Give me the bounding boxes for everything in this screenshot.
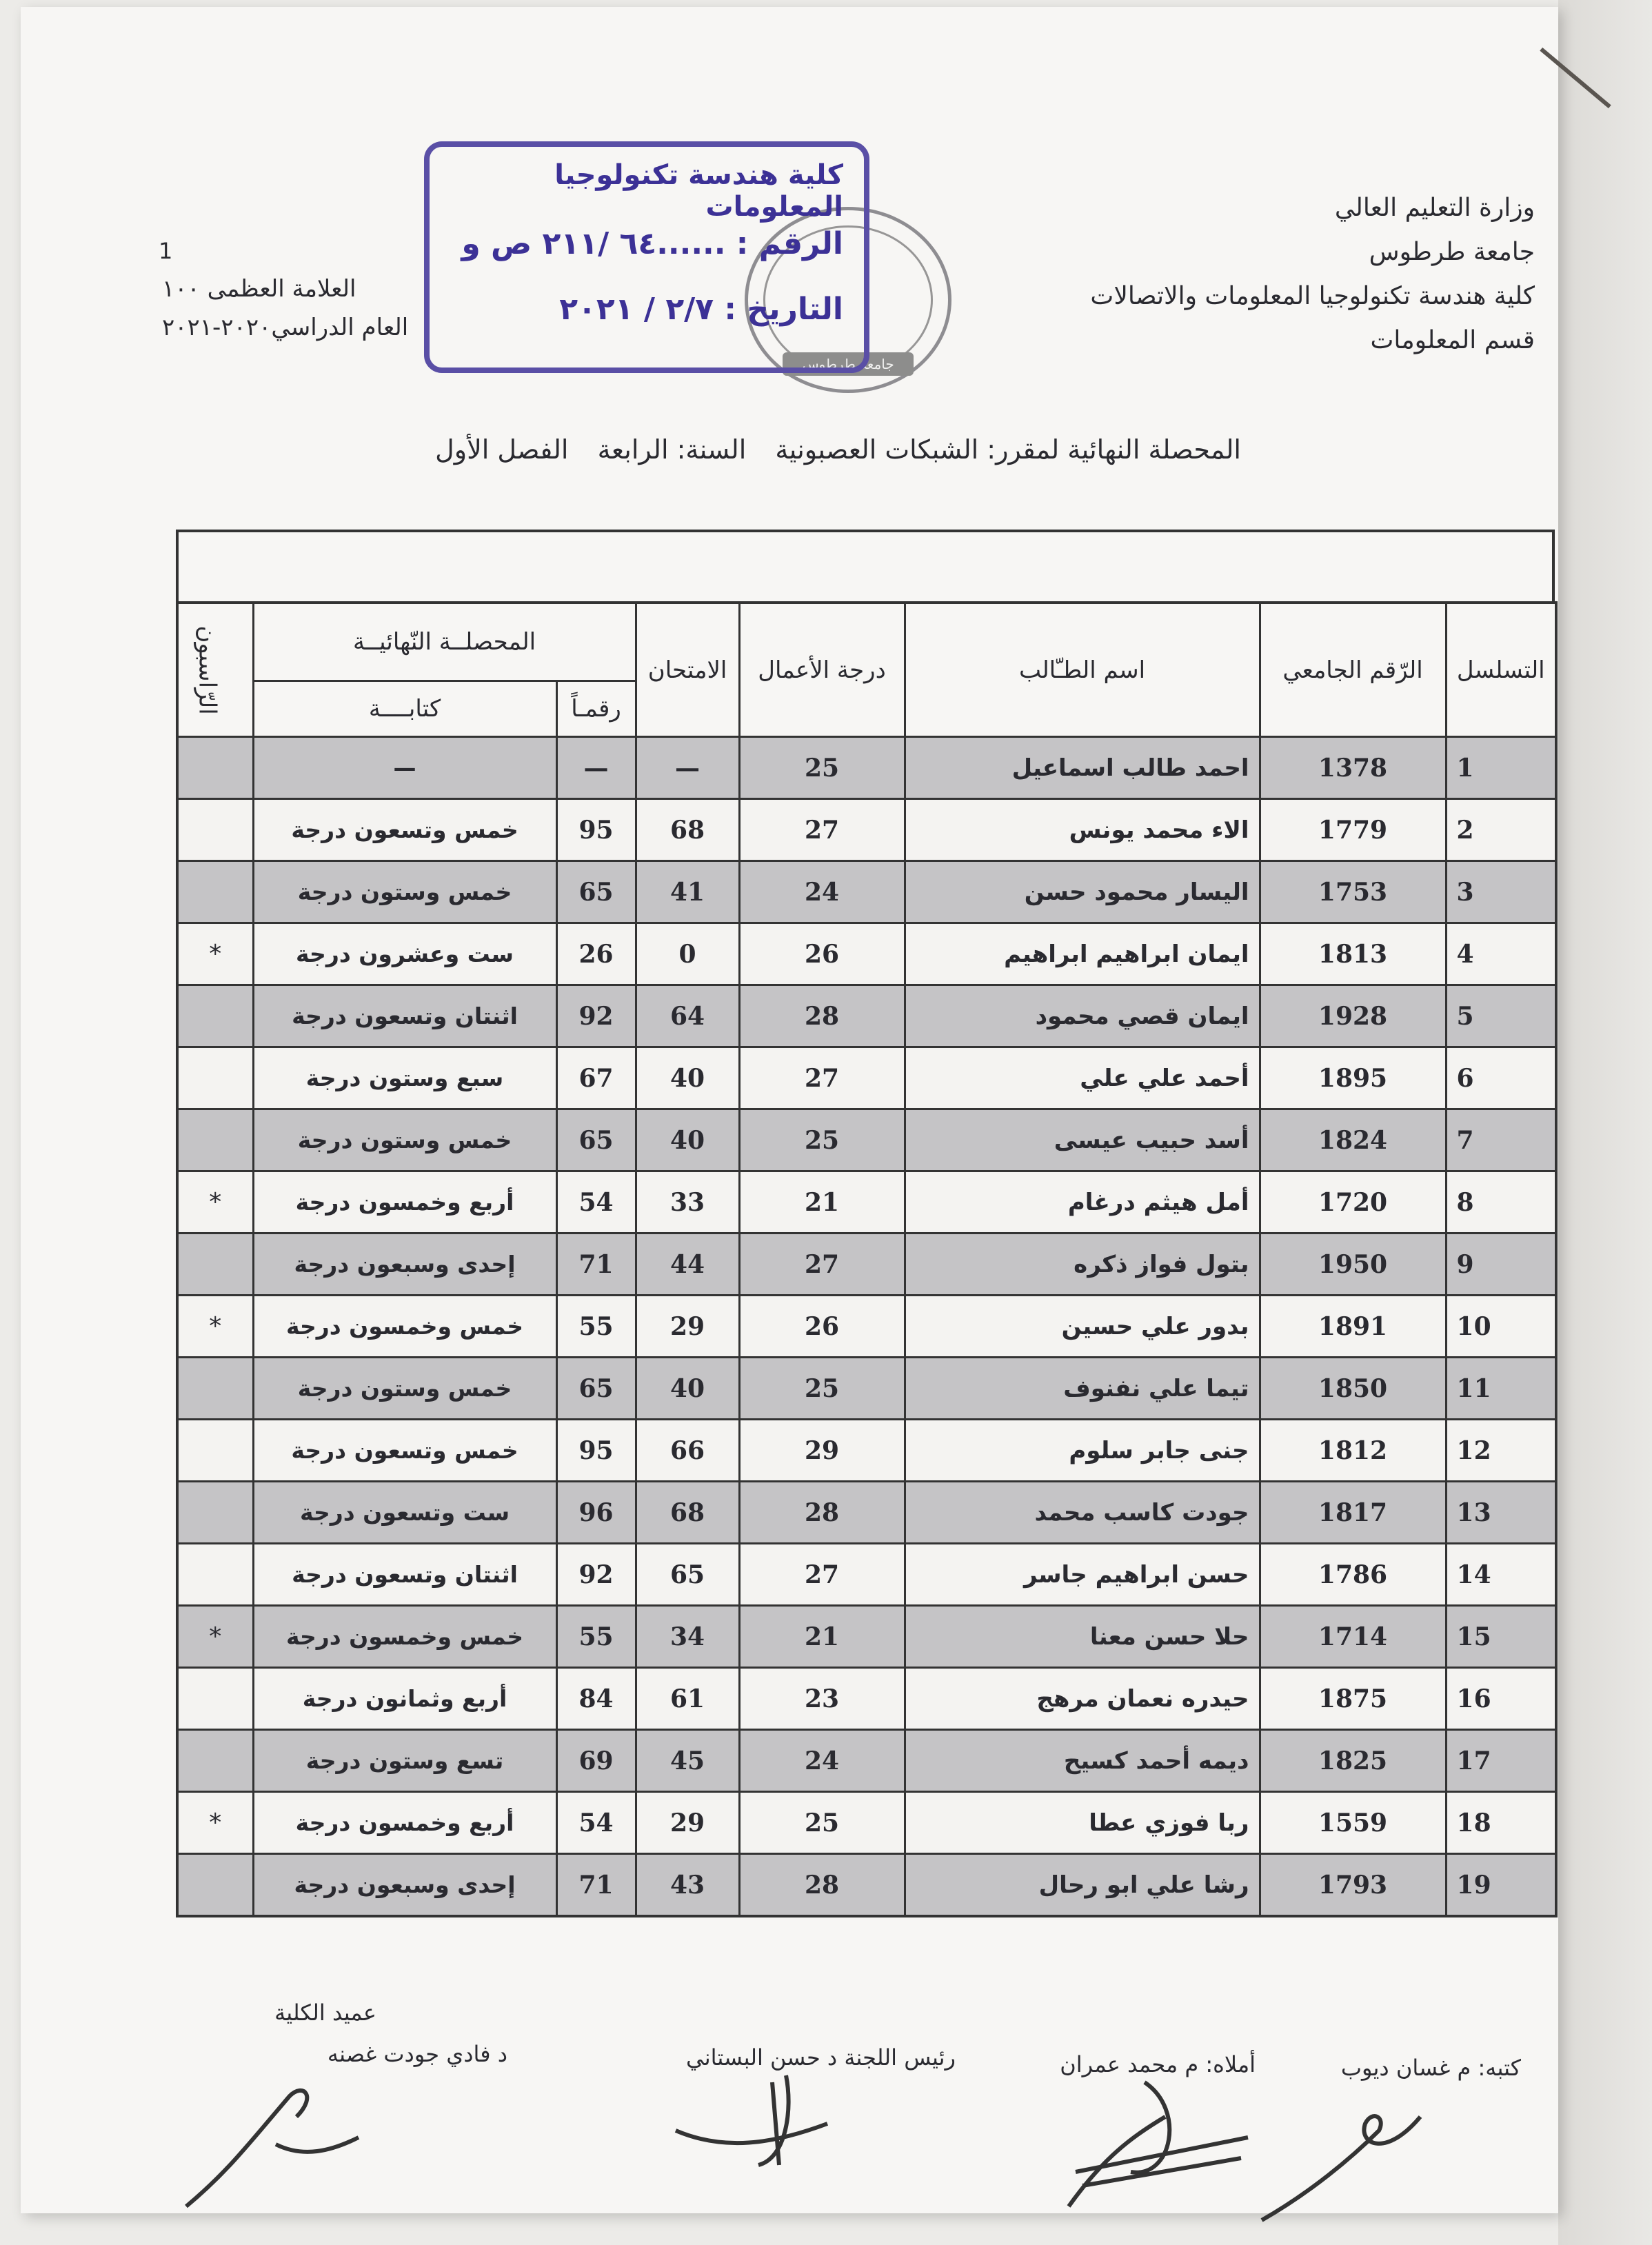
row-name-cell: ديمه أحمد كسيح — [905, 1730, 1260, 1792]
row-seq-cell: 12 — [1446, 1420, 1556, 1482]
marks-header — [162, 238, 408, 347]
row-seq-cell: 13 — [1446, 1482, 1556, 1544]
writer-signature-label: كتبه: م غسان ديوب — [1340, 2055, 1521, 2081]
row-name-cell: اليسار محمود حسن — [905, 861, 1260, 923]
row-digits-cell: 71 — [556, 1234, 636, 1296]
table-row — [177, 1047, 1556, 1109]
row-words-cell: خمس وستون درجة — [253, 861, 556, 923]
row-seq-cell: 5 — [1446, 985, 1556, 1047]
row-digits-cell: 67 — [556, 1047, 636, 1109]
row-exam-cell: 68 — [636, 1482, 739, 1544]
row-failed-mark-cell — [177, 1420, 253, 1482]
table-row — [177, 1730, 1556, 1792]
header-work: درجة الأعمال — [739, 603, 905, 737]
row-id-cell: 1559 — [1260, 1792, 1446, 1854]
row-seq-cell: 17 — [1446, 1730, 1556, 1792]
table-row — [177, 1358, 1556, 1420]
row-seq-cell: 6 — [1446, 1047, 1556, 1109]
row-seq-cell: 19 — [1446, 1854, 1556, 1917]
row-words-cell: أربع وخمسون درجة — [253, 1792, 556, 1854]
row-name-cell: أسد حبيب عيسى — [905, 1109, 1260, 1171]
header-name: اسم الطـّالب — [905, 603, 1260, 737]
row-digits-cell: 65 — [556, 861, 636, 923]
max-mark: العلامة العظمى ١٠٠ — [162, 275, 356, 303]
row-work-cell: 26 — [739, 1296, 905, 1358]
committee-signature-mark — [676, 2075, 827, 2165]
header-exam: الامتحان — [636, 603, 739, 737]
row-words-cell: — — [253, 737, 556, 799]
row-digits-cell: 54 — [556, 1171, 636, 1234]
row-digits-cell: 92 — [556, 1544, 636, 1606]
faculty-line: كلية هندسة تكنولوجيا المعلومات والاتصالات — [1090, 282, 1535, 310]
row-digits-cell: 54 — [556, 1792, 636, 1854]
row-work-cell: 28 — [739, 1482, 905, 1544]
row-work-cell: 21 — [739, 1171, 905, 1234]
row-work-cell: 27 — [739, 1047, 905, 1109]
row-name-cell: ربا فوزي عطا — [905, 1792, 1260, 1854]
row-words-cell: خمس وتسعون درجة — [253, 1420, 556, 1482]
row-id-cell: 1850 — [1260, 1358, 1446, 1420]
row-words-cell: إحدى وسبعون درجة — [253, 1854, 556, 1917]
dean-title: عميد الكلية — [274, 2000, 376, 2026]
row-seq-cell: 18 — [1446, 1792, 1556, 1854]
row-work-cell: 27 — [739, 1234, 905, 1296]
row-digits-cell: 92 — [556, 985, 636, 1047]
document-title — [435, 434, 1241, 465]
row-work-cell: 28 — [739, 985, 905, 1047]
row-name-cell: حسن ابراهيم جاسر — [905, 1544, 1260, 1606]
grades-table-wrapper — [176, 530, 1555, 1917]
row-name-cell: رشا علي ابو رحال — [905, 1854, 1260, 1917]
table-row — [177, 1234, 1556, 1296]
row-failed-mark-cell — [177, 1544, 253, 1606]
row-digits-cell: 55 — [556, 1296, 636, 1358]
row-exam-cell: 33 — [636, 1171, 739, 1234]
row-seq-cell: 2 — [1446, 799, 1556, 861]
row-id-cell: 1817 — [1260, 1482, 1446, 1544]
page-number: 1 — [159, 238, 173, 264]
row-seq-cell: 16 — [1446, 1668, 1556, 1730]
page-edge — [1558, 0, 1652, 2245]
row-name-cell: احمد طالب اسماعيل — [905, 737, 1260, 799]
row-id-cell: 1824 — [1260, 1109, 1446, 1171]
row-name-cell: تيما علي نفنوف — [905, 1358, 1260, 1420]
header-seq: التسلسل — [1446, 603, 1556, 737]
row-work-cell: 23 — [739, 1668, 905, 1730]
row-id-cell: 1378 — [1260, 737, 1446, 799]
seal-text: جامعة طرطوس — [783, 352, 914, 376]
row-work-cell: 21 — [739, 1606, 905, 1668]
dean-signature-mark — [186, 2091, 359, 2206]
row-exam-cell: 43 — [636, 1854, 739, 1917]
row-failed-mark-cell — [177, 861, 253, 923]
stamp-faculty: كلية هندسة تكنولوجيا المعلومات — [554, 159, 843, 223]
row-work-cell: 28 — [739, 1854, 905, 1917]
row-words-cell: أربع وثمانون درجة — [253, 1668, 556, 1730]
row-failed-mark-cell — [177, 1234, 253, 1296]
row-id-cell: 1895 — [1260, 1047, 1446, 1109]
row-exam-cell: 40 — [636, 1047, 739, 1109]
row-exam-cell: 40 — [636, 1358, 739, 1420]
row-id-cell: 1812 — [1260, 1420, 1446, 1482]
row-digits-cell: 84 — [556, 1668, 636, 1730]
row-words-cell: إحدى وسبعون درجة — [253, 1234, 556, 1296]
header-failed — [177, 603, 253, 737]
table-row — [177, 1420, 1556, 1482]
header-id: الرّقم الجامعي — [1260, 603, 1446, 737]
row-failed-mark-cell — [177, 1730, 253, 1792]
row-work-cell: 29 — [739, 1420, 905, 1482]
row-words-cell: أربع وخمسون درجة — [253, 1171, 556, 1234]
row-words-cell: اثنتان وتسعون درجة — [253, 1544, 556, 1606]
row-name-cell: جنى جابر سلوم — [905, 1420, 1260, 1482]
title-course: المحصلة النهائية لمقرر: الشبكات العصبونية — [775, 434, 1241, 465]
table-row — [177, 923, 1556, 985]
row-work-cell: 25 — [739, 1792, 905, 1854]
row-work-cell: 25 — [739, 1358, 905, 1420]
row-name-cell: بدور علي حسين — [905, 1296, 1260, 1358]
ministry-line: وزارة التعليم العالي — [1334, 194, 1535, 222]
row-id-cell: 1950 — [1260, 1234, 1446, 1296]
row-id-cell: 1753 — [1260, 861, 1446, 923]
handwritten-signatures — [0, 2055, 1652, 2241]
row-digits-cell: 96 — [556, 1482, 636, 1544]
row-work-cell: 25 — [739, 1109, 905, 1171]
header-final: المحصلــة النّهائيــة — [253, 603, 636, 681]
table-row — [177, 861, 1556, 923]
row-digits-cell: — — [556, 737, 636, 799]
row-failed-mark-cell — [177, 737, 253, 799]
row-exam-cell: 34 — [636, 1606, 739, 1668]
stamp-number: الرقم : ......٦٤ /٢١١ ص و — [461, 226, 843, 261]
row-seq-cell: 11 — [1446, 1358, 1556, 1420]
row-name-cell: حلا حسن معنا — [905, 1606, 1260, 1668]
ministry-header — [1090, 186, 1535, 363]
university-line: جامعة طرطوس — [1369, 238, 1535, 266]
row-name-cell: بتول فواز ذكره — [905, 1234, 1260, 1296]
row-name-cell: الاء محمد يونس — [905, 799, 1260, 861]
row-exam-cell: 40 — [636, 1109, 739, 1171]
table-row — [177, 1109, 1556, 1171]
row-failed-mark-cell: * — [177, 1606, 253, 1668]
row-seq-cell: 1 — [1446, 737, 1556, 799]
row-failed-mark-cell: * — [177, 1171, 253, 1234]
row-digits-cell: 69 — [556, 1730, 636, 1792]
row-name-cell: ايمان قصي محمود — [905, 985, 1260, 1047]
row-digits-cell: 26 — [556, 923, 636, 985]
committee-signature-label: رئيس اللجنة د حسن البستاني — [686, 2044, 956, 2071]
row-words-cell: سبع وستون درجة — [253, 1047, 556, 1109]
table-row — [177, 1668, 1556, 1730]
row-id-cell: 1793 — [1260, 1854, 1446, 1917]
row-words-cell: اثنتان وتسعون درجة — [253, 985, 556, 1047]
row-exam-cell: — — [636, 737, 739, 799]
row-failed-mark-cell: * — [177, 1792, 253, 1854]
dictated-signature-mark — [1069, 2082, 1248, 2206]
header-digits: رقمـاً — [556, 681, 636, 737]
row-seq-cell: 4 — [1446, 923, 1556, 985]
table-row — [177, 1854, 1556, 1917]
row-failed-mark-cell — [177, 985, 253, 1047]
dictated-signature-label: أملاه: م محمد عمران — [1060, 2051, 1256, 2077]
header-words: كتابــــة — [253, 681, 556, 737]
row-work-cell: 25 — [739, 737, 905, 799]
title-year: السنة: الرابعة — [597, 434, 747, 465]
row-id-cell: 1720 — [1260, 1171, 1446, 1234]
row-seq-cell: 3 — [1446, 861, 1556, 923]
row-failed-mark-cell — [177, 1482, 253, 1544]
row-work-cell: 27 — [739, 1544, 905, 1606]
row-seq-cell: 10 — [1446, 1296, 1556, 1358]
row-words-cell: تسع وستون درجة — [253, 1730, 556, 1792]
grades-table-body — [177, 737, 1556, 1917]
row-digits-cell: 95 — [556, 1420, 636, 1482]
row-exam-cell: 29 — [636, 1296, 739, 1358]
row-id-cell: 1779 — [1260, 799, 1446, 861]
row-id-cell: 1928 — [1260, 985, 1446, 1047]
dean-name: د فادي جودت غصنه — [327, 2041, 507, 2067]
table-row — [177, 1544, 1556, 1606]
row-id-cell: 1825 — [1260, 1730, 1446, 1792]
row-exam-cell: 29 — [636, 1792, 739, 1854]
row-id-cell: 1875 — [1260, 1668, 1446, 1730]
row-exam-cell: 66 — [636, 1420, 739, 1482]
row-digits-cell: 65 — [556, 1109, 636, 1171]
row-name-cell: ايمان ابراهيم ابراهيم — [905, 923, 1260, 985]
row-seq-cell: 15 — [1446, 1606, 1556, 1668]
row-exam-cell: 0 — [636, 923, 739, 985]
writer-signature-mark — [1262, 2116, 1420, 2220]
row-words-cell: خمس وخمسون درجة — [253, 1606, 556, 1668]
row-failed-mark-cell — [177, 1109, 253, 1171]
row-failed-mark-cell: * — [177, 923, 253, 985]
row-digits-cell: 55 — [556, 1606, 636, 1668]
row-seq-cell: 7 — [1446, 1109, 1556, 1171]
header-failed-label: الرّاسبون — [193, 625, 221, 715]
row-exam-cell: 45 — [636, 1730, 739, 1792]
row-exam-cell: 41 — [636, 861, 739, 923]
department-line: قسم المعلومات — [1370, 326, 1535, 354]
row-exam-cell: 44 — [636, 1234, 739, 1296]
row-id-cell: 1891 — [1260, 1296, 1446, 1358]
row-work-cell: 26 — [739, 923, 905, 985]
table-row — [177, 1792, 1556, 1854]
row-exam-cell: 65 — [636, 1544, 739, 1606]
row-exam-cell: 68 — [636, 799, 739, 861]
academic-year: العام الدراسي٢٠٢٠-٢٠٢١ — [162, 314, 409, 341]
row-id-cell: 1714 — [1260, 1606, 1446, 1668]
row-exam-cell: 61 — [636, 1668, 739, 1730]
row-id-cell: 1813 — [1260, 923, 1446, 985]
row-work-cell: 27 — [739, 799, 905, 861]
row-name-cell: أمل هيثم درغام — [905, 1171, 1260, 1234]
table-row — [177, 1606, 1556, 1668]
row-words-cell: خمس وخمسون درجة — [253, 1296, 556, 1358]
table-row — [177, 1171, 1556, 1234]
row-work-cell: 24 — [739, 861, 905, 923]
row-words-cell: ست وعشرون درجة — [253, 923, 556, 985]
table-row — [177, 1296, 1556, 1358]
row-failed-mark-cell — [177, 1854, 253, 1917]
row-id-cell: 1786 — [1260, 1544, 1446, 1606]
row-words-cell: خمس وستون درجة — [253, 1109, 556, 1171]
row-name-cell: أحمد علي علي — [905, 1047, 1260, 1109]
row-digits-cell: 71 — [556, 1854, 636, 1917]
row-words-cell: خمس وتسعون درجة — [253, 799, 556, 861]
row-digits-cell: 65 — [556, 1358, 636, 1420]
row-seq-cell: 8 — [1446, 1171, 1556, 1234]
row-seq-cell: 14 — [1446, 1544, 1556, 1606]
table-row — [177, 737, 1556, 799]
table-row — [177, 1482, 1556, 1544]
stamp-date: التاريخ : ٢/٧ / ٢٠٢١ — [559, 292, 843, 327]
row-failed-mark-cell — [177, 1668, 253, 1730]
row-failed-mark-cell — [177, 1047, 253, 1109]
row-name-cell: جودت كاسب محمد — [905, 1482, 1260, 1544]
title-semester: الفصل الأول — [435, 434, 569, 465]
row-work-cell: 24 — [739, 1730, 905, 1792]
row-failed-mark-cell — [177, 1358, 253, 1420]
registry-stamp — [424, 141, 869, 373]
row-name-cell: حيدره نعمان مرهج — [905, 1668, 1260, 1730]
table-row — [177, 799, 1556, 861]
row-failed-mark-cell — [177, 799, 253, 861]
row-seq-cell: 9 — [1446, 1234, 1556, 1296]
row-exam-cell: 64 — [636, 985, 739, 1047]
grades-table — [176, 601, 1558, 1917]
table-row — [177, 985, 1556, 1047]
row-words-cell: ست وتسعون درجة — [253, 1482, 556, 1544]
row-digits-cell: 95 — [556, 799, 636, 861]
row-failed-mark-cell: * — [177, 1296, 253, 1358]
row-words-cell: خمس وستون درجة — [253, 1358, 556, 1420]
table-top-bar — [176, 530, 1555, 601]
